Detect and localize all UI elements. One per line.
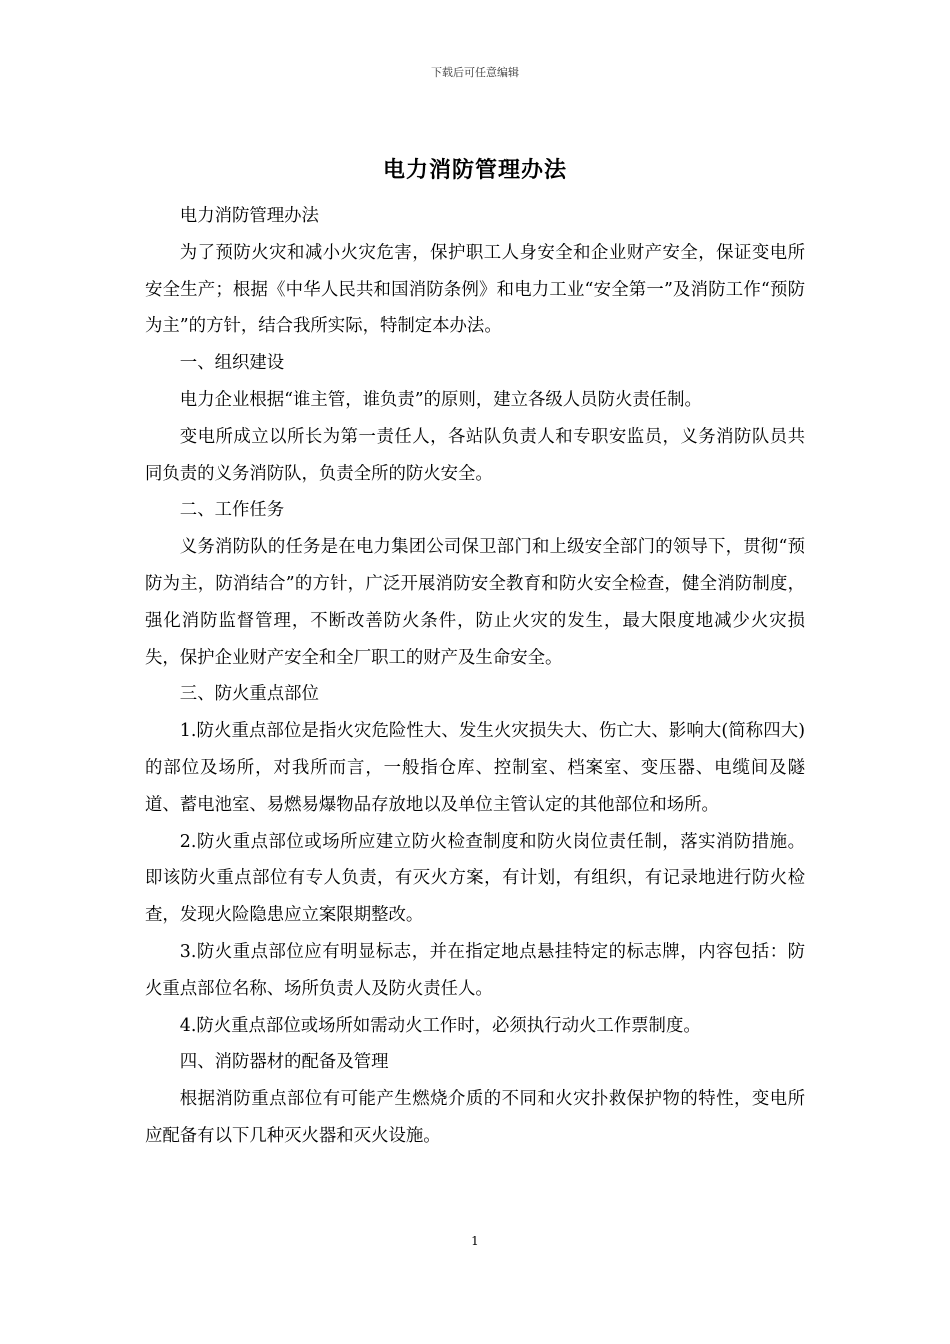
section-heading-organization: 一、组织建设 xyxy=(179,353,285,374)
list-item: 1.防火重点部位是指火灾危险性大、发生火灾损失大、伤亡大、影响大(简称四大)的部位及场所，对我所而言，一般指仓库、控制室、档案室、变压器、电缆间及隧道、蓄电池室、易燃易爆物品存放地以及单位主管认定的其他部位和场所。 xyxy=(145,721,805,815)
section-heading-key-areas: 三、防火重点部位 xyxy=(179,684,319,705)
paragraph: 根据消防重点部位有可能产生燃烧介质的不同和火灾扑救保护物的特性，变电所应配备有以下几种灭火器和灭火设施。 xyxy=(145,1089,805,1146)
section-heading-tasks: 二、工作任务 xyxy=(179,500,285,521)
list-item: 4.防火重点部位或场所如需动火工作时，必须执行动火工作票制度。 xyxy=(179,1015,701,1036)
paragraph: 义务消防队的任务是在电力集团公司保卫部门和上级安全部门的领导下，贯彻“预防为主，防消结合”的方针，广泛开展消防安全教育和防火安全检查，健全消防制度，强化消防监督管理，不断改善防火条件，防止火灾的发生，最大限度地减少火灾损失，保护企业财产安全和全厂职工的财产及生命安全。 xyxy=(145,537,805,668)
page-number: 1 xyxy=(471,1234,479,1248)
section-heading-equipment: 四、消防器材的配备及管理 xyxy=(179,1052,389,1073)
paragraph-intro: 为了预防火灾和减小火灾危害，保护职工人身安全和企业财产安全，保证变电所安全生产；根据《中华人民共和国消防条例》和电力工业“安全第一”及消防工作“预防为主”的方针，结合我所实际，特制定本办法。 xyxy=(145,242,805,337)
paragraph: 变电所成立以所长为第一责任人，各站队负责人和专职安监员，义务消防队员共同负责的义务消防队，负责全所的防火安全。 xyxy=(145,426,805,484)
document-body xyxy=(145,198,805,1155)
paragraph: 电力企业根据“谁主管，谁负责”的原则，建立各级人员防火责任制。 xyxy=(179,389,702,410)
document-title: 电力消防管理办法 xyxy=(382,157,567,183)
list-item: 2.防火重点部位或场所应建立防火检查制度和防火岗位责任制，落实消防措施。即该防火重点部位有专人负责，有灭火方案，有计划，有组织，有记录地进行防火检查，发现火险隐患应立案限期整改。 xyxy=(145,831,805,926)
list-item: 3.防火重点部位应有明显标志，并在指定地点悬挂特定的标志牌，内容包括：防火重点部位名称、场所负责人及防火责任人。 xyxy=(145,941,805,999)
paragraph-subtitle: 电力消防管理办法 xyxy=(179,206,319,226)
header-note: 下载后可任意编辑 xyxy=(431,66,519,79)
